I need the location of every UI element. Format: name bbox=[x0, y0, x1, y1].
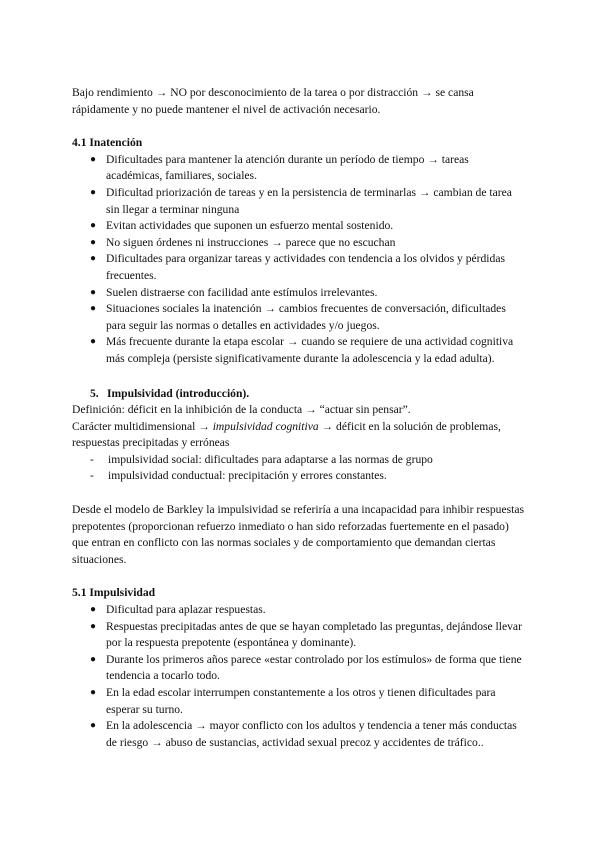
list-item: ● Dificultad para aplazar respuestas. bbox=[72, 602, 528, 619]
section-4-1-heading: 4.1 Inatención bbox=[72, 136, 143, 150]
list-item: ● Dificultades para organizar tareas y actividades con tendencia a los olvidos y pérdidas frecuentes. bbox=[90, 252, 505, 282]
bullet-icon: ● bbox=[90, 720, 97, 732]
list-item: ● Situaciones sociales la inatención → cambios frecuentes de conversación, dificultades para seguir las normas o detalles en actividades y/o juegos. bbox=[90, 302, 506, 332]
bullet-icon: ● bbox=[90, 186, 97, 198]
bullet-icon: ● bbox=[90, 303, 97, 315]
list-item: ● En la adolescencia → mayor conflicto con los adultos y tendencia a tener más conductas de riesgo → abuso de sustancias, actividad sexual precoz y accidentes de tráfico.. bbox=[90, 719, 517, 749]
multidimensional-paragraph: Carácter multidimensional → impulsividad cognitiva → déficit en la solución de problemas, respuestas precipitadas y erróneas bbox=[72, 419, 501, 450]
list-item: - impulsividad conductual: precipitación y errores constantes. bbox=[72, 468, 528, 485]
bullet-icon: ● bbox=[90, 286, 97, 298]
intro-paragraph: Bajo rendimiento → NO por desconocimiento de la tarea o por distracción → se cansa rápidamente y no puede mantener el nivel de activación necesario. bbox=[72, 86, 474, 116]
emphasis-text: impulsividad cognitiva bbox=[212, 419, 319, 433]
section-title: Impulsividad (introducción). bbox=[107, 386, 250, 400]
dash-marker: - bbox=[90, 469, 94, 483]
bullet-icon: ● bbox=[90, 653, 97, 665]
definition-paragraph: Definición: déficit en la inhibición de la conducta → “actuar sin pensar”. bbox=[72, 403, 411, 417]
section-5-1-heading: 5.1 Impulsividad bbox=[72, 586, 156, 600]
list-item: ● Respuestas precipitadas antes de que se hayan completado las preguntas, dejándose llevar por la respuesta prepotente (espontánea y dominante). bbox=[90, 619, 522, 650]
impulsivity-list bbox=[72, 602, 528, 751]
barkley-paragraph: Desde el modelo de Barkley la impulsividad se referiría a una incapacidad para inhibir respuestas prepotentes (proporcionan refuerzo inmediato o han sido reforzadas fuertemente en el pasado) que entran en conflicto con las normas sociales y de comportamiento que demandan ciertas situaciones. bbox=[72, 503, 524, 566]
bullet-icon: ● bbox=[90, 236, 97, 248]
list-item: ● Más frecuente durante la etapa escolar → cuando se requiere de una actividad cognitiva más compleja (persiste significativamente durante la adolescencia y la edad adulta). bbox=[90, 335, 514, 365]
list-item: - impulsividad social: dificultades para adaptarse a las normas de grupo bbox=[72, 452, 528, 469]
list-item: ● Dificultades para mantener la atención durante un período de tiempo → tareas académicas, familiares, sociales. bbox=[90, 152, 469, 183]
section-number: 5. bbox=[90, 386, 99, 400]
list-item: ● Evitan actividades que suponen un esfuerzo mental sostenido. bbox=[72, 218, 528, 235]
inattention-list bbox=[72, 152, 528, 368]
bullet-icon: ● bbox=[90, 153, 97, 165]
document-body bbox=[72, 85, 528, 751]
list-item: ● Durante los primeros años parece «estar controlado por los estímulos» de forma que tiene tendencia a tocarlo todo. bbox=[90, 652, 522, 683]
bullet-icon: ● bbox=[90, 687, 97, 698]
bullet-icon: ● bbox=[90, 220, 97, 232]
section-5-heading bbox=[72, 386, 528, 403]
list-item: ● En la edad escolar interrumpen constantemente a los otros y tienen dificultades para esperar su turno. bbox=[90, 686, 496, 716]
bullet-icon: ● bbox=[90, 336, 97, 348]
list-item: ● No siguen órdenes ni instrucciones → parece que no escuchan bbox=[72, 235, 528, 252]
dash-marker: - bbox=[90, 452, 94, 466]
list-item: ● Suelen distraerse con facilidad ante estímulos irrelevantes. bbox=[72, 285, 528, 302]
bullet-icon: ● bbox=[90, 253, 97, 265]
bullet-icon: ● bbox=[90, 604, 97, 616]
list-item: ● Dificultad priorización de tareas y en la persistencia de terminarlas → cambian de tarea sin llegar a terminar ninguna bbox=[90, 185, 512, 216]
impulsivity-types-list bbox=[72, 452, 528, 485]
bullet-icon: ● bbox=[90, 620, 97, 632]
